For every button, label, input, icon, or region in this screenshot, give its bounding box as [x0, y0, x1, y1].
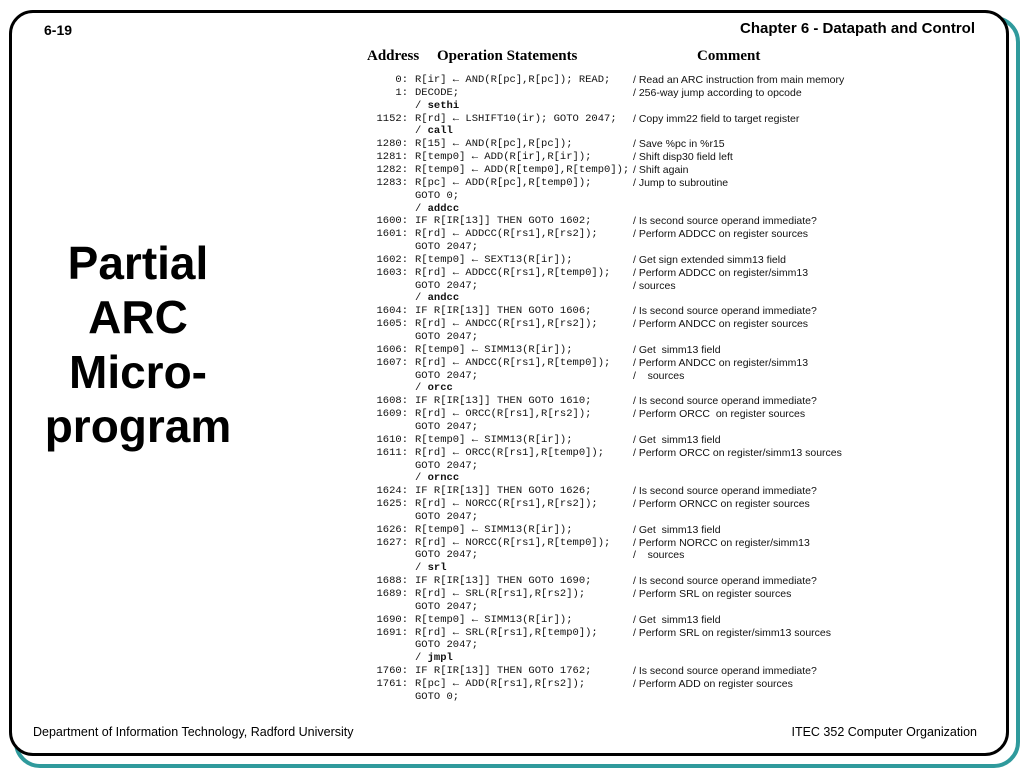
section-label-prefix: / [415, 652, 428, 665]
row-operation: GOTO 2047; [415, 241, 479, 254]
row-operation: GOTO 2047; [415, 331, 479, 343]
row-address: 1607: [376, 356, 408, 369]
section-label-prefix: / [415, 99, 428, 112]
row-operation: IF R[IR[13]] THEN GOTO 1626; [415, 485, 592, 498]
row-operation: GOTO 0; [415, 690, 460, 703]
row-comment: / Is second source operand immediate? [633, 575, 817, 588]
column-header-operation: Operation Statements [437, 48, 578, 64]
row-address: 1761: [376, 677, 408, 690]
row-address: 1152: [376, 112, 408, 125]
row-comment: / Is second source operand immediate? [633, 215, 817, 228]
footer-course: ITEC 352 Computer Organization [791, 725, 977, 739]
row-comment: / Get simm13 field [633, 613, 721, 626]
row-address: 1608: [376, 395, 408, 408]
row-comment: / Save %pc in %r15 [633, 138, 725, 151]
row-operation: IF R[IR[13]] THEN GOTO 1762; [415, 665, 592, 678]
title-line: program [44, 399, 232, 452]
row-operation: R[temp0] ← SIMM13(R[ir]); [415, 343, 573, 356]
row-address: 1609: [376, 408, 408, 421]
section-label-prefix: / [415, 472, 428, 485]
row-operation: R[rd] ← ADDCC(R[rs1],R[temp0]); [415, 266, 611, 279]
section-label-name: call [427, 125, 453, 138]
row-address: 1626: [376, 523, 408, 536]
row-operation: R[rd] ← ADDCC(R[rs1],R[rs2]); [415, 228, 598, 241]
row-comment: / Perform NORCC on register/simm13 [633, 536, 810, 549]
row-address: 1280: [376, 138, 408, 151]
row-address: 1602: [376, 253, 408, 266]
section-label-name: orncc [427, 472, 460, 485]
row-comment: / Shift disp30 field left [633, 151, 733, 164]
section-label-prefix: / [415, 125, 428, 138]
row-operation: IF R[IR[13]] THEN GOTO 1602; [415, 215, 592, 228]
title-line: Micro- [69, 345, 207, 398]
row-address: 1282: [376, 163, 408, 176]
row-address: 0: [395, 74, 408, 86]
row-comment: / Perform SRL on register sources [633, 588, 792, 600]
row-operation: R[rd] ← ANDCC(R[rs1],R[rs2]); [415, 318, 598, 331]
section-label-name: srl [427, 562, 447, 575]
row-operation: R[rd] ← SRL(R[rs1],R[rs2]); [415, 588, 586, 600]
section-label-name: jmpl [427, 652, 453, 665]
row-comment: / Get simm13 field [633, 523, 721, 536]
row-comment: / sources [633, 549, 685, 562]
row-address: 1611: [376, 446, 408, 459]
row-address: 1624: [376, 485, 408, 498]
row-operation: R[temp0] ← ADD(R[ir],R[ir]); [415, 151, 592, 164]
row-address: 1760: [376, 665, 408, 678]
row-comment: / sources [633, 279, 676, 292]
column-header-comment: Comment [697, 48, 761, 64]
row-operation: GOTO 0; [415, 189, 460, 202]
row-operation: GOTO 2047; [415, 279, 479, 292]
row-operation: R[temp0] ← ADD(R[temp0],R[temp0]); [415, 163, 630, 176]
row-comment: / Perform ADDCC on register sources [633, 228, 809, 241]
row-comment: / Perform SRL on register/simm13 sources [633, 626, 832, 639]
section-label [415, 100, 459, 113]
row-address: 1627: [376, 536, 408, 549]
row-operation: IF R[IR[13]] THEN GOTO 1606; [415, 305, 592, 318]
row-comment: / sources [633, 369, 685, 382]
row-address: 1601: [376, 228, 408, 241]
row-comment: / Read an ARC instruction from main memory [633, 74, 845, 86]
section-label-prefix: / [415, 562, 428, 575]
row-comment: / Jump to subroutine [633, 176, 729, 189]
row-operation: R[pc] ← ADD(R[pc],R[temp0]); [415, 176, 592, 189]
row-comment: / Perform ORNCC on register sources [633, 498, 810, 511]
row-comment: / Perform ADDCC on register/simm13 [633, 266, 809, 279]
section-label [415, 652, 453, 665]
row-comment: / Is second source operand immediate? [633, 485, 817, 498]
section-label [415, 562, 447, 575]
row-operation: R[pc] ← ADD(R[rs1],R[rs2]); [415, 677, 586, 690]
row-comment: / Perform ORCC on register sources [633, 408, 806, 421]
row-operation: R[rd] ← LSHIFT10(ir); GOTO 2047; [415, 112, 617, 125]
row-comment: / Perform ADD on register sources [633, 677, 793, 690]
row-address: 1600: [376, 215, 408, 228]
row-operation: R[rd] ← NORCC(R[rs1],R[rs2]); [415, 498, 598, 511]
row-operation: DECODE; [415, 86, 460, 99]
row-address: 1283: [376, 176, 408, 189]
row-address: 1610: [376, 433, 408, 446]
row-comment: / Is second source operand immediate? [633, 395, 817, 408]
row-address: 1688: [376, 575, 408, 588]
section-label-name: addcc [427, 202, 460, 215]
row-comment: / Shift again [633, 163, 689, 176]
row-operation: IF R[IR[13]] THEN GOTO 1690; [415, 575, 592, 588]
row-operation: R[ir] ← AND(R[pc],R[pc]); READ; [415, 74, 611, 86]
row-operation: GOTO 2047; [415, 510, 479, 523]
row-operation: IF R[IR[13]] THEN GOTO 1610; [415, 395, 592, 408]
slide-number: 6-19 [44, 22, 73, 38]
section-label-name: andcc [427, 292, 460, 305]
row-address: 1604: [376, 305, 408, 318]
section-label-prefix: / [415, 382, 428, 395]
row-comment: / Perform ANDCC on register/simm13 [633, 356, 809, 369]
row-address: 1606: [376, 343, 408, 356]
row-comment: / Perform ORCC on register/simm13 sources [633, 446, 842, 459]
row-operation: R[rd] ← ANDCC(R[rs1],R[temp0]); [415, 356, 611, 369]
row-operation: R[temp0] ← SEXT13(R[ir]); [415, 253, 573, 266]
row-operation: R[temp0] ← SIMM13(R[ir]); [415, 523, 573, 536]
row-address: 1603: [376, 266, 408, 279]
row-operation: R[15] ← AND(R[pc],R[pc]); [415, 138, 573, 151]
row-comment: / Is second source operand immediate? [633, 305, 817, 318]
row-comment: / Get simm13 field [633, 433, 721, 446]
title-line: ARC [88, 291, 188, 344]
row-address: 1691: [376, 626, 408, 639]
row-comment: / 256-way jump according to opcode [633, 86, 802, 99]
row-operation: R[rd] ← SRL(R[rs1],R[temp0]); [415, 626, 598, 639]
section-label-name: sethi [427, 99, 460, 112]
row-address: 1689: [376, 588, 408, 600]
row-address: 1281: [376, 151, 408, 164]
title-line: Partial [67, 237, 209, 289]
row-operation: R[temp0] ← SIMM13(R[ir]); [415, 433, 573, 446]
column-header-address: Address [367, 48, 420, 64]
row-address: 1: [395, 86, 408, 99]
row-address: 1625: [376, 498, 408, 511]
row-comment: / Get simm13 field [633, 343, 721, 356]
chapter-title: Chapter 6 - Datapath and Control [739, 20, 975, 37]
section-label [415, 292, 459, 305]
section-label-prefix: / [415, 292, 428, 305]
section-label-prefix: / [415, 202, 428, 215]
section-label [415, 203, 459, 216]
row-comment: / Get sign extended simm13 field [633, 253, 786, 266]
row-comment: / Copy imm22 field to target register [633, 112, 800, 125]
row-operation: GOTO 2047; [415, 459, 479, 472]
section-label [415, 125, 453, 138]
row-operation: R[rd] ← ORCC(R[rs1],R[rs2]); [415, 408, 592, 421]
footer-department: Department of Information Technology, Radford University [33, 725, 354, 739]
row-operation: GOTO 2047; [415, 420, 479, 433]
row-comment: / Is second source operand immediate? [633, 665, 817, 678]
section-label [415, 382, 453, 395]
row-operation: GOTO 2047; [415, 600, 479, 613]
row-operation: R[rd] ← NORCC(R[rs1],R[temp0]); [415, 536, 611, 549]
section-label [415, 472, 459, 485]
row-address: 1605: [376, 318, 408, 331]
row-operation: R[temp0] ← SIMM13(R[ir]); [415, 613, 573, 626]
row-comment: / Perform ANDCC on register sources [633, 318, 809, 331]
row-address: 1690: [376, 613, 408, 626]
row-operation: GOTO 2047; [415, 639, 479, 652]
section-label-name: orcc [427, 382, 453, 395]
row-operation: GOTO 2047; [415, 549, 479, 562]
row-operation: R[rd] ← ORCC(R[rs1],R[temp0]); [415, 446, 605, 459]
row-operation: GOTO 2047; [415, 369, 479, 382]
